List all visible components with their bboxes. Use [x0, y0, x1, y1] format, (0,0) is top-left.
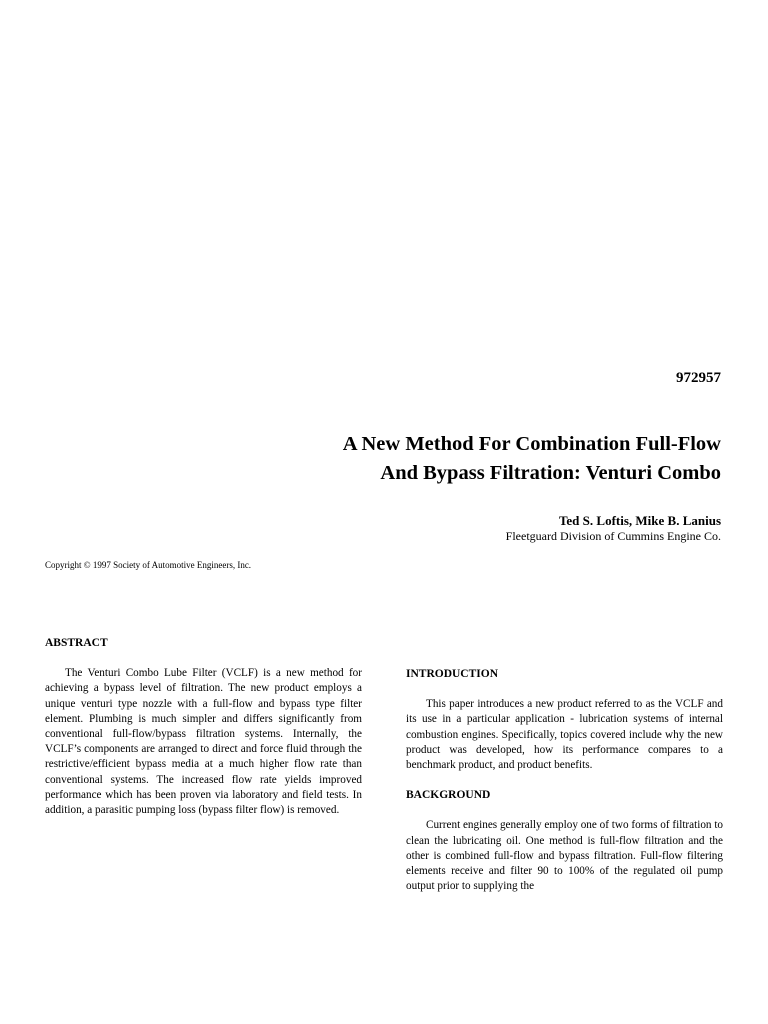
- right-column: [406, 667, 723, 894]
- copyright-notice: Copyright © 1997 Society of Automotive Engineers, Inc.: [45, 560, 252, 570]
- authors: Ted S. Loftis, Mike B. Lanius: [558, 513, 721, 528]
- title-line-2: And Bypass Filtration: Venturi Combo: [380, 462, 721, 484]
- title-line-1: A New Method For Combination Full-Flow: [342, 433, 721, 455]
- abstract-text: The Venturi Combo Lube Filter (VCLF) is a new method for achieving a bypass level of filtration. The new product employs a unique venturi type nozzle with a full-flow and bypass type filter element. Plumbing is much simpler and differs significantly from conventional full-flow/bypass filtration systems. Internally, the VCLF’s components are arranged to direct and force fluid through the restrictive/efficient bypass media at a much higher flow rate than conventional systems. The increased flow rate yields improved performance which has been proven via laboratory and field tests. In addition, a parasitic pumping loss (bypass filter flow) is removed.: [45, 667, 362, 817]
- abstract-heading: ABSTRACT: [45, 637, 108, 649]
- background-heading: BACKGROUND: [406, 789, 491, 802]
- background-text: Current engines generally employ one of two forms of filtration to clean the lubricating oil. One method is full-flow filtration and the other is combined full-flow and bypass filtration. Full-flow filtering elements receive and filter 90 to 100% of the regulated oil pump output prior to supplying the: [406, 819, 724, 893]
- introduction-heading: INTRODUCTION: [406, 668, 499, 680]
- paper-title: [343, 430, 721, 488]
- left-column: [45, 636, 362, 818]
- introduction-text: This paper introduces a new product referred to as the VCLF and its use in a particular application - lubrication systems of internal combustion engines. Specifically, topics covered include why the new product was developed, how its performance compares to a benchmark product, and product benefits.: [406, 698, 723, 772]
- affiliation: Fleetguard Division of Cummins Engine Co.: [505, 529, 721, 543]
- paper-number: 972957: [676, 370, 721, 386]
